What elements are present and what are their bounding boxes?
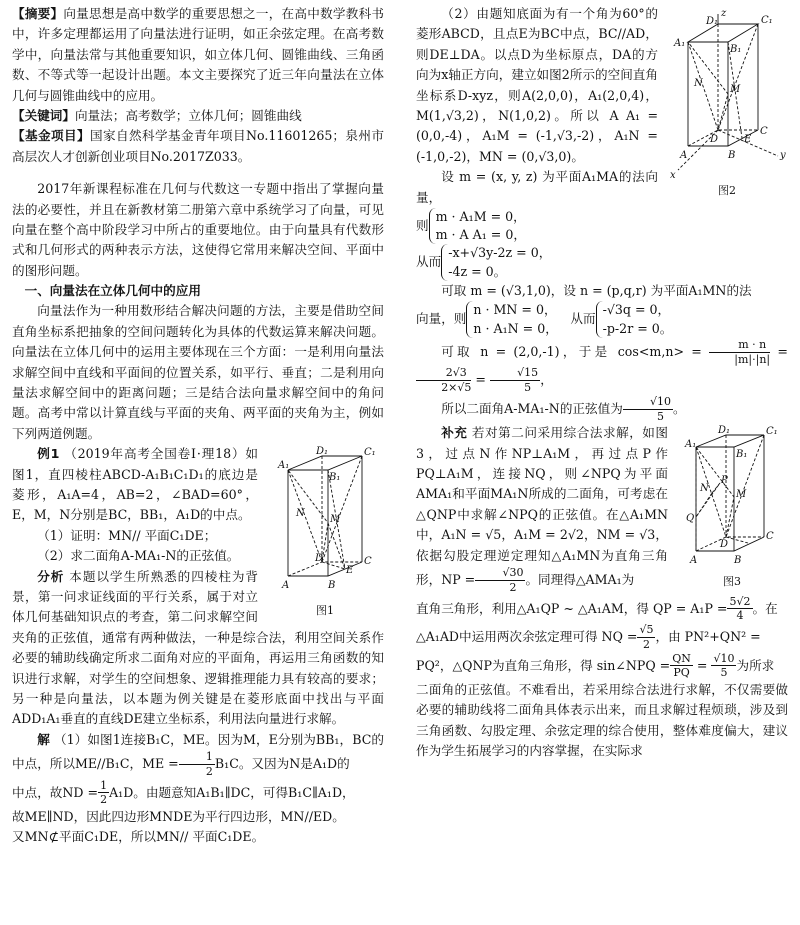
supplement-conclusion: 二面角的正弦值。不难看出，若采用综合法进行求解，不仅需要做必要的辅助线将二面角具体表示出来，而且求解过程烦琐，涉及到三角函数、勾股定理、余弦定理的综合使用，整体难度偏大，建议作为学生拓展学习的内容掌握，在实际求 [416,682,788,759]
example-tag: 例1 [37,446,60,462]
system-2: 从而-x+√3y-2z = 0， -4z = 0。 [416,244,788,281]
svg-text:B: B [728,150,736,161]
supplement-line-3: △A₁AD中运用两次余弦定理可得 NQ = $\frac{√5}{2}$ ，由 PN²+QN² = [416,623,761,651]
solution-part-1: 解 （1）如图1连接B₁C，ME。因为M，E分别为BB₁，BC的中点，所以ME//B₁C，ME = $\frac{1}{2}$ B₁C。又因为N是A₁D的 [12,731,385,778]
svg-text:y: y [780,150,786,161]
system-3: 向量，则n · MN = 0， n · A₁N = 0， 从而-√3q = 0， -p-2r = 0。 [416,301,788,338]
abstract [12,4,384,106]
svg-text:D: D [720,539,729,551]
sin-value-fraction: $\frac{√10}{5}$ [713,651,735,680]
nq-fraction: $\frac{√5}{2}$ [639,623,654,651]
answer-fraction: $\frac{√10}{5}$ [623,395,673,424]
svg-text:D₁: D₁ [718,425,731,437]
qp-fraction: $\frac{5√2}{4}$ [729,594,751,623]
equation-system: -√3q = 0， -p-2r = 0。 [596,301,673,338]
svg-text:C: C [364,556,372,568]
svg-text:A₁: A₁ [278,460,290,472]
figure-3-caption: 图3 [723,575,741,589]
example-text: （2019年高考全国卷Ⅰ·理18）如图1，直四棱柱ABCD-A₁B₁C₁D₁的底边是菱形，A₁A=4，AB=2，∠BAD=60°，E，M，N分别是BC，BB₁，A₁D的中点。 [12,446,258,523]
supplement: 补充 若对第二问采用综合法求解，如图3，过点N作NP⊥A₁M，再过点P作PQ⊥A₁M，连接NQ，则∠NPQ为平面AMA₁和平面MA₁N所成的二面角，可考虑在△QNP中求解∠NPQ的正弦值。在△A₁MN中，A₁N = √5，A₁M = 2√2，NM = √3，依据勾股定理逆定理知△A₁MN为直角三角形，NP = $\frac{√30}{2}$ 。同理得△AMA₁为 [416,425,668,594]
question-1: （1）证明：MN// 平面C₁DE； [37,527,217,543]
calc-fraction: $\frac{2√3}{2\times√5}$ [416,366,471,395]
figure-1 [266,446,384,617]
solution-part-2: 中点，故ND = $\frac{1}{2}$ A₁D。由题意知A₁B₁∥DC，可得B₁C∥A₁D， [12,778,355,807]
svg-text:B₁: B₁ [736,449,748,461]
analysis-text: 本题以学生所熟悉的四棱柱为背景，第一问求证线面的平行关系，属于对立体几何基础知识点的考查，第二问求解空间夹角的正弦值，通常有两种做法，一种是综合法，利用空间关系作必要的辅助线确定所求二面角对应的平面角，再运用三角函数的知识进行求解，对学生的空间想象、逻辑推理能力具有较高的要求；另一种是向量法，以本题为例关键是在菱形底面中找出与平面ADD₁A₁垂直的直线DE建立坐标系，利用法向量进行求解。 [12,568,384,727]
prism-diagram-1 [266,446,384,604]
intro-paragraph: 2017年新课程标准在几何与代数这一专题中指出了掌握向量法的必要性，并且在新教材第二册第六章中系统学习了向量，可见向量在整个高中阶段学习中所占的重要地位。由于向量具有代数形式和几何形式的两种表示方法，这使得它常用来解决空间、平面中的图形问题。 [12,181,384,278]
analysis-tag: 分析 [37,568,65,584]
figure-1-caption: 图1 [316,604,334,618]
svg-text:D₁: D₁ [706,16,719,27]
svg-text:D: D [315,553,324,565]
svg-text:N: N [700,483,709,495]
svg-text:E: E [744,134,752,145]
left-column [12,4,384,848]
equation-system: n · MN = 0， n · A₁N = 0， [466,301,557,338]
svg-text:z: z [721,8,727,19]
supplement-tag: 补充 [441,425,468,441]
equation-system: -x+√3y-2z = 0， -4z = 0。 [441,244,551,281]
right-column [416,4,788,762]
keywords [12,106,384,126]
svg-text:Q: Q [686,513,695,525]
svg-text:M: M [330,514,341,526]
svg-text:M: M [736,489,747,501]
svg-text:x: x [670,170,676,181]
prism-diagram-3 [676,425,788,575]
sin-fraction: $\frac{QN}{PQ}$ [672,651,691,680]
svg-text:C₁: C₁ [761,15,773,26]
solution-part2-paragraph: （2）由题知底面为有一个角为60°的菱形ABCD，且点E为BC中点，BC//AD，则DE⊥DA。以点D为坐标原点，DA的方向为x轴正方向，建立如图2所示的空间直角坐标系D-xyz，则A(2,0,0)，A₁(2,0,4)，M(1,√3,2)，N(1,0,2)。所以 A A₁ = (0,0,-4)，A₁M = (-1,√3,-2)，A₁N = (-1,0,-2)，MN = (0,√3,0)。 [416,6,658,164]
answer: 所以二面角A-MA₁-N的正弦值为 $\frac{√10}{5}$ 。 [441,394,686,423]
question-2: （2）求二面角A-MA₁-N的正弦值。 [37,548,240,564]
svg-text:B: B [734,555,742,567]
equation-system: m · A₁M = 0， m · A A₁ = 0， [429,208,526,245]
cosine-formula: 可取 n = (2,0,-1)，于是 cos<m,n> = $\frac{m \cdot n}{|m|\cdot|n|}$ = $\frac{2√3}{2\times√5}$ = $\frac{√15}{5}$ ， [416,338,788,395]
abstract-text: 向量思想是高中数学的重要思想之一，在高中数学教科书中，许多定理都运用了向量法进行证明，如正余弦定理。在高考数学中，向量法常与其他重要知识，如立体几何、圆锥曲线、三角函数、不等式等一起设计出题。本文主要探究了近三年向量法在立体几何与圆锥曲线中的应用。 [12,6,384,103]
svg-text:D₁: D₁ [316,446,329,458]
svg-text:B₁: B₁ [329,472,341,484]
svg-text:C₁: C₁ [364,447,376,459]
solution-part-4: 又MN⊄平面C₁DE，所以MN// 平面C₁DE。 [12,829,265,845]
svg-text:B: B [328,580,336,592]
fraction-half: $\frac{1}{2}$ [100,778,108,807]
fund-text: 国家自然科学基金青年项目No.11601265；泉州市高层次人才创新创业项目No.2017Z033。 [12,128,385,164]
section-paragraph: 向量法作为一种用数形结合解决问题的方法，主要是借助空间直角坐标系把抽象的空间问题转化为具体的代数运算来解决问题。向量法在立体几何中的运用主要体现在三个方面：一是利用向量法求解空间中直线和平面间的位置关系，如平行、垂直；二是利用向量法求解空间中的距离问题；三是结合法向量求解空间中的角问题。高考中常以计算直线与平面的夹角、两平面的夹角为主，例如下列两道例题。 [12,303,384,441]
svg-text:B₁: B₁ [730,44,742,55]
np-fraction: $\frac{√30}{2}$ [475,566,525,595]
svg-text:N: N [694,78,703,89]
solution-part-3: 故ME∥ND，因此四边形MNDE为平行四边形，MN//ED。 [12,809,345,825]
svg-text:A₁: A₁ [685,439,697,451]
figure-3 [676,425,788,588]
svg-text:A: A [282,580,290,592]
supplement-line-2: 直角三角形，利用△A₁QP ~ △A₁AM，得 QP = A₁P = $\frac{5√2}{4}$ 。在 [416,594,778,623]
fraction-half: $\frac{1}{2}$ [179,750,215,779]
figure-2 [666,6,788,197]
svg-text:E: E [346,565,354,577]
svg-text:C₁: C₁ [766,426,778,438]
svg-text:N: N [296,508,305,520]
keywords-tag: 【关键词】 [12,107,75,123]
normal-vector-m: 设 m = (x, y, z) 为平面A₁MA的法向量， [416,169,658,205]
svg-text:A: A [690,555,698,567]
supplement-line-4: PQ²，△QNP为直角三角形，得 sin∠NPQ = $\frac{QN}{PQ}$ = $\frac{√10}{5}$ 为所求 [416,651,775,680]
svg-text:A₁: A₁ [674,38,686,49]
result-fraction: $\frac{√15}{5}$ [490,366,540,395]
figure-2-caption: 图2 [718,184,736,197]
svg-text:C: C [760,126,768,137]
system-1: 则m · A₁M = 0， m · A A₁ = 0， [416,208,788,245]
normal-vector-n: 可取 m = (√3,1,0)，设 n = (p,q,r) 为平面A₁MN的法 [441,282,752,298]
section-heading: 一、向量法在立体几何中的应用 [24,283,201,299]
svg-text:P: P [721,475,728,487]
solution-tag: 解 [37,731,50,747]
fund-tag: 【基金项目】 [12,128,90,144]
svg-text:M: M [730,84,741,95]
keywords-text: 向量法；高考数学；立体几何；圆锥曲线 [74,107,302,123]
abstract-tag: 【摘要】 [12,6,64,21]
cosine-fraction: $\frac{m \cdot n}{|m|\cdot|n|}$ [709,338,770,367]
svg-text:D: D [710,134,719,145]
svg-text:A: A [680,150,688,161]
prism-diagram-2 [666,6,788,184]
svg-text:C: C [766,531,774,543]
fund [12,126,384,167]
